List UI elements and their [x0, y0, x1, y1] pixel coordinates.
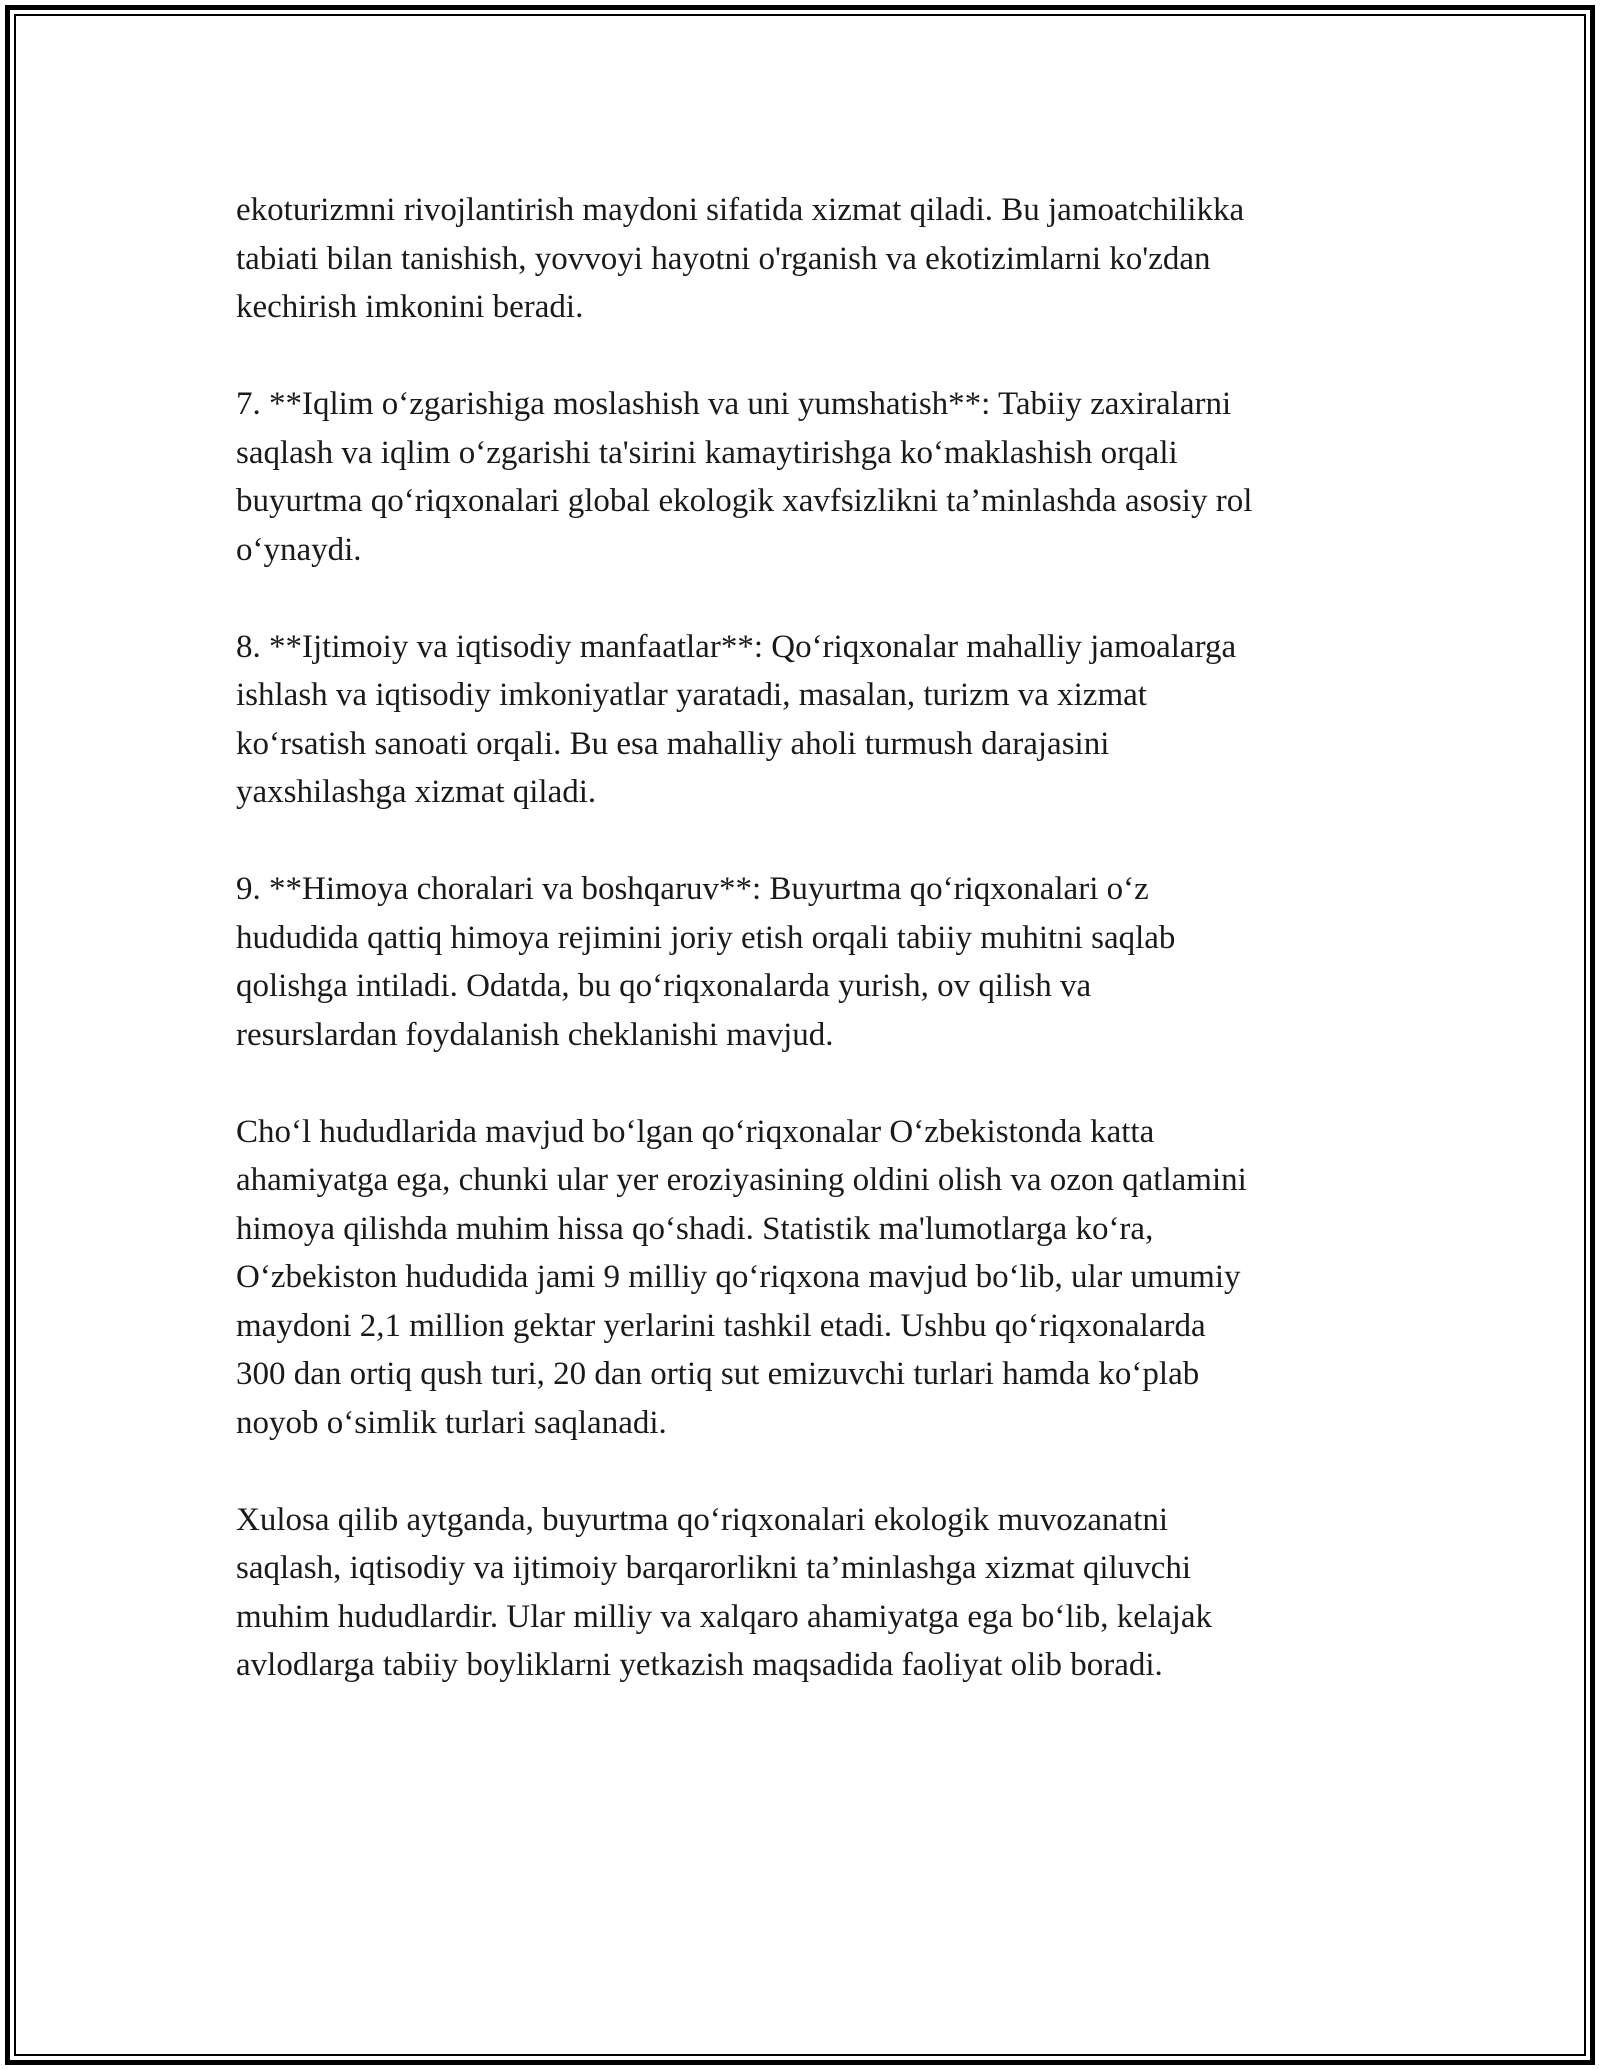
paragraph-protection-management: 9. **Himoya choralari va boshqaruv**: Buyurtma qo‘riqxonalari o‘z hududida qattiq himoya rejimini joriy etish orqali tabiiy muhitni saqlab qolishga intiladi. Odatda, bu qo‘riqxonalarda yurish, ov qilish va resurslardan foydalanish cheklanishi mavjud. [236, 871, 1176, 1053]
document-body [236, 186, 1376, 1690]
paragraph-conclusion: Xulosa qilib aytganda, buyurtma qo‘riqxonalari ekologik muvozanatni saqlash, iqtisodiy va ijtimoiy barqarorlikni ta’minlashga xizmat qiluvchi muhim hududlardir. Ular milliy va xalqaro ahamiyatga ega bo‘lib, kelajak avlodlarga tabiiy boyliklarni yetkazish maqsadida faoliyat olib boradi. [236, 1501, 1212, 1683]
paragraph-climate-adaptation: 7. **Iqlim o‘zgarishiga moslashish va uni yumshatish**: Tabiiy zaxiralarni saqlash va iqlim o‘zgarishi ta'sirini kamaytirishga ko‘maklashish orqali buyurtma qo‘riqxonalari global ekologik xavfsizlikni ta’minlashda asosiy rol o‘ynaydi. [236, 386, 1253, 568]
paragraph-social-economic-benefits: 8. **Ijtimoiy va iqtisodiy manfaatlar**: Qo‘riqxonalar mahalliy jamoalarga ishlash va iqtisodiy imkoniyatlar yaratadi, masalan, turizm va xizmat ko‘rsatish sanoati orqali. Bu esa mahalliy aholi turmush darajasini yaxshilashga xizmat qiladi. [236, 628, 1237, 810]
paragraph-ecotourism: ekoturizmni rivojlantirish maydoni sifatida xizmat qiladi. Bu jamoatchilikka tabiati bilan tanishish, yovvoyi hayotni o'rganish va ekotizimlarni ko'zdan kechirish imkonini beradi. [236, 192, 1245, 325]
paragraph-desert-reserves-statistics: Cho‘l hududlarida mavjud bo‘lgan qo‘riqxonalar O‘zbekistonda katta ahamiyatga ega, chunki ular yer eroziyasining oldini olish va ozon qatlamini himoya qilishda muhim hissa qo‘shadi. Statistik ma'lumotlarga ko‘ra, O‘zbekiston hududida jami 9 milliy qo‘riqxona mavjud bo‘lib, ular umumiy maydoni 2,1 million gektar yerlarini tashkil etadi. Ushbu qo‘riqxonalarda 300 dan ortiq qush turi, 20 dan ortiq sut emizuvchi turlari hamda ko‘plab noyob o‘simlik turlari saqlanadi. [236, 1113, 1247, 1441]
